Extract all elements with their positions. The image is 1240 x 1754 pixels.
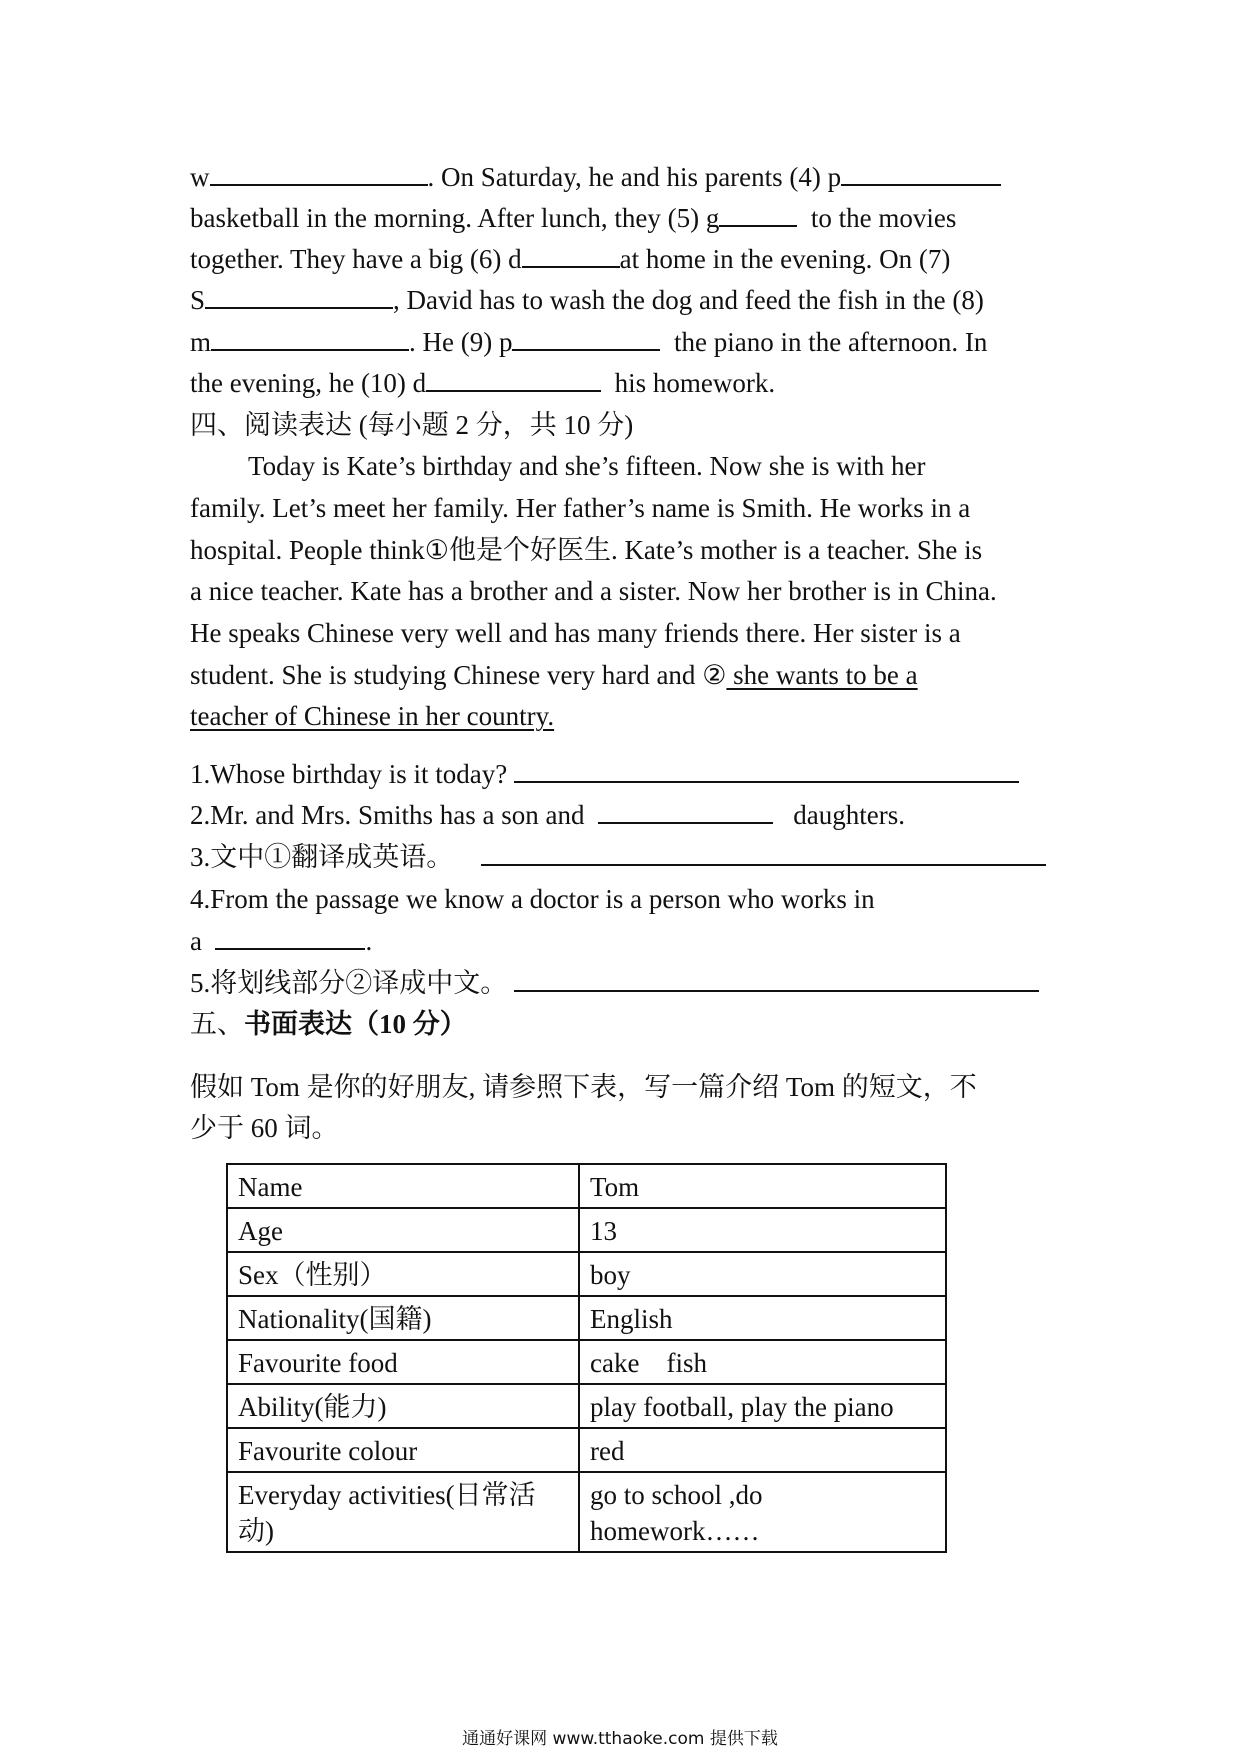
row-value: boy [579, 1252, 946, 1296]
section-5-heading [190, 1009, 467, 1039]
passage-line [190, 660, 918, 690]
row-label: Ability(能力) [227, 1384, 579, 1428]
footer-watermark: 通通好课网 www.tthaoke.com 提供下载 [462, 1729, 778, 1749]
cloze-text: . He (9) p [409, 327, 513, 357]
underlined-sentence: she wants to be a [726, 660, 918, 690]
table-row [227, 1340, 946, 1384]
cloze-text: at home in the evening. On (7) [619, 244, 951, 274]
passage-line: a nice teacher. Kate has a brother and a sister. Now her brother is in China. [190, 576, 997, 606]
question-1 [190, 759, 1019, 789]
row-label: Sex（性别） [227, 1252, 579, 1296]
row-label: Age [227, 1208, 579, 1252]
section-4-heading: 四、阅读表达 (每小题 2 分，共 10 分) [190, 410, 634, 440]
row-label: Everyday activities(日常活动) [227, 1472, 579, 1552]
answer-blank-4 [841, 162, 1001, 186]
answer-line [598, 800, 773, 824]
question-3 [190, 842, 1046, 872]
row-value: red [579, 1428, 946, 1472]
row-label: Nationality(国籍) [227, 1296, 579, 1340]
cloze-text: together. They have a big (6) d [190, 244, 522, 274]
row-label: Name [227, 1164, 579, 1208]
cloze-text: the evening, he (10) d [190, 368, 427, 398]
answer-blank-9 [512, 327, 660, 351]
circled-mark: ② [702, 660, 727, 690]
question-text: . [365, 926, 373, 956]
question-5 [190, 968, 1039, 998]
cloze-line-3 [190, 244, 950, 274]
answer-blank-6 [522, 244, 620, 268]
table-row [227, 1208, 946, 1252]
writing-prompt: 少于 60 词。 [190, 1113, 339, 1143]
row-value: cake fish [579, 1340, 946, 1384]
row-label: Favourite food [227, 1340, 579, 1384]
cloze-text: to the movies [810, 203, 957, 233]
row-value: Tom [579, 1164, 946, 1208]
cloze-line-6 [190, 368, 775, 398]
question-text: daughters. [793, 800, 905, 830]
cloze-line-1 [190, 162, 1001, 192]
question-2 [190, 800, 905, 830]
table-row [227, 1252, 946, 1296]
table-row [227, 1164, 946, 1208]
cloze-text: basketball in the morning. After lunch, they (5) g [190, 203, 720, 233]
answer-line [215, 926, 365, 950]
question-text: 5.将划线部分②译成中文。 [190, 968, 508, 998]
row-value: go to school ,do homework…… [579, 1472, 946, 1552]
cloze-text: his homework. [614, 368, 776, 398]
answer-line [514, 759, 1019, 783]
passage-line: He speaks Chinese very well and has many friends there. Her sister is a [190, 618, 961, 648]
answer-blank-7 [205, 285, 393, 309]
row-value: play football, play the piano [579, 1384, 946, 1428]
heading-title: 书面表达（10 分） [244, 1009, 467, 1039]
underlined-sentence: teacher of Chinese in her country. [190, 701, 555, 731]
table-row [227, 1296, 946, 1340]
cloze-line-5 [190, 327, 987, 357]
heading-number: 五、 [190, 1009, 244, 1039]
cloze-text: w [190, 162, 210, 192]
passage-line [190, 701, 554, 731]
cloze-text: m [190, 327, 212, 357]
row-value: English [579, 1296, 946, 1340]
question-text: 1.Whose birthday is it today? [190, 759, 508, 789]
tom-info-table [226, 1163, 947, 1553]
row-value: 13 [579, 1208, 946, 1252]
passage-line: Today is Kate’s birthday and she’s fifteen. Now she is with her [248, 451, 926, 481]
question-4-continued [190, 926, 372, 956]
answer-blank-10 [426, 368, 601, 392]
answer-line [481, 842, 1046, 866]
answer-line [514, 968, 1039, 992]
question-text: a [190, 926, 202, 956]
writing-prompt: 假如 Tom 是你的好朋友, 请参照下表，写一篇介绍 Tom 的短文，不 [190, 1072, 977, 1102]
question-4: 4.From the passage we know a doctor is a person who works in [190, 884, 875, 914]
cloze-line-4 [190, 285, 984, 315]
answer-blank-5 [719, 203, 797, 227]
table-row [227, 1472, 946, 1552]
cloze-text: , David has to wash the dog and feed the fish in the (8) [393, 285, 984, 315]
row-label: Favourite colour [227, 1428, 579, 1472]
table-row [227, 1428, 946, 1472]
cloze-line-2 [190, 203, 956, 233]
table-row [227, 1384, 946, 1428]
answer-blank-3 [210, 162, 428, 186]
question-text: 2.Mr. and Mrs. Smiths has a son and [190, 800, 585, 830]
cloze-text: S [190, 285, 206, 315]
question-text: 3.文中①翻译成英语。 [190, 842, 454, 872]
answer-blank-8 [211, 327, 409, 351]
cloze-text: the piano in the afternoon. In [673, 327, 988, 357]
passage-text: student. She is studying Chinese very hard and [190, 660, 703, 690]
cloze-text: . On Saturday, he and his parents (4) p [427, 162, 842, 192]
passage-line: family. Let’s meet her family. Her father’s name is Smith. He works in a [190, 493, 971, 523]
passage-line: hospital. People think①他是个好医生. Kate’s mother is a teacher. She is [190, 535, 983, 565]
